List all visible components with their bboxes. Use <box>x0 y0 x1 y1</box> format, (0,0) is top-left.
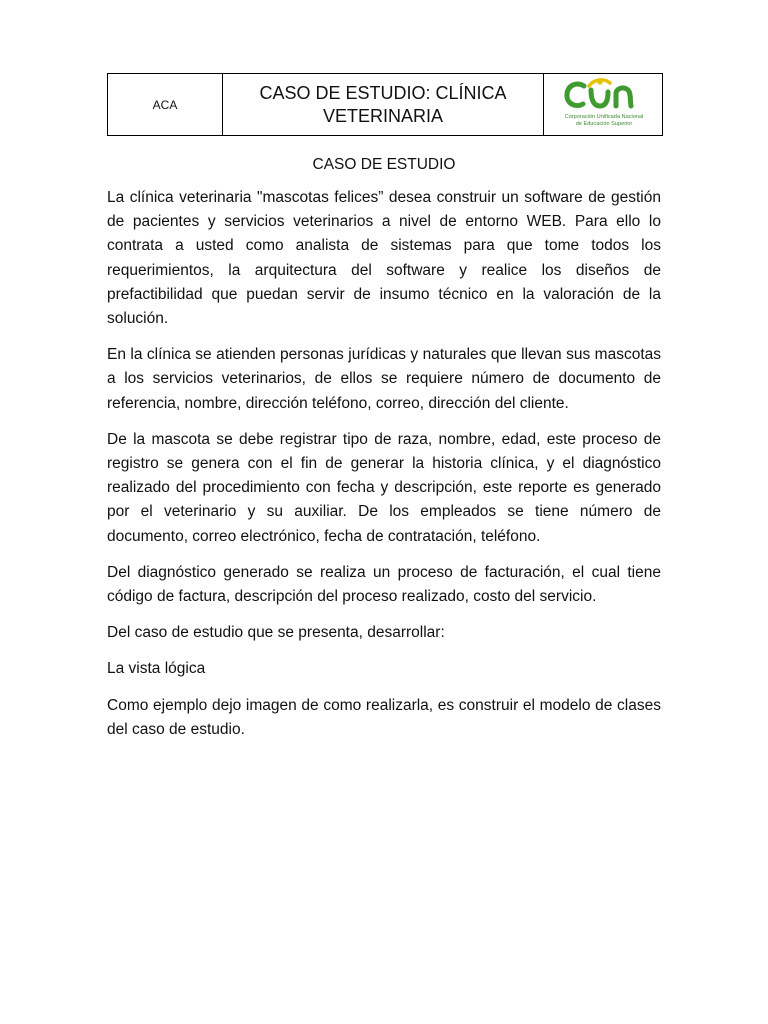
document-title-cell <box>223 74 544 136</box>
paragraph-logical-view: La vista lógica <box>107 660 206 678</box>
cun-logo <box>544 74 662 135</box>
case-study-heading: CASO DE ESTUDIO <box>312 156 456 173</box>
document-code: ACA <box>152 97 178 112</box>
paragraph-intro: La clínica veterinaria "mascotas felices” desea construir un software de gestión de pacientes y servicios veterinarios a nivel de entorno WEB. Para ello lo contrata a usted como analista de sistemas para que tome todos los requerimientos, la arquitectura del software y realice los diseños de prefactibilidad que puedan servir de insumo técnico en la valoración de la solución. <box>107 189 661 328</box>
document-code-cell <box>108 74 223 136</box>
paragraph-example: Como ejemplo dejo imagen de como realizarla, es construir el modelo de clases del caso de estudio. <box>107 696 661 738</box>
logo-cell <box>544 74 663 136</box>
document-body <box>107 186 661 754</box>
document-title: CASO DE ESTUDIO: CLÍNICA VETERINARIA <box>259 82 507 126</box>
logo-caption <box>552 114 656 128</box>
logo-caption-line-1: Corporación Unificada Nacional <box>564 114 644 120</box>
document-header-table <box>107 73 663 136</box>
paragraph-clients: En la clínica se atienden personas jurídicas y naturales que llevan sus mascotas a los servicios veterinarios, de ellos se requiere número de documento de referencia, nombre, dirección teléfono, correo, dirección del cliente. <box>107 346 661 412</box>
paragraph-billing: Del diagnóstico generado se realiza un proceso de facturación, el cual tiene código de factura, descripción del proceso realizado, costo del servicio. <box>107 563 661 606</box>
logo-caption-line-2: de Educación Superior <box>575 121 633 127</box>
paragraph-pets: De la mascota se debe registrar tipo de raza, nombre, edad, este proceso de registro se genera con el fin de generar la historia clínica, y el diagnóstico realizado del procedimiento con fecha y descripción, este reporte es generado por el veterinario y su auxiliar. De los empleados se tiene número de documento, correo electrónico, fecha de contratación, teléfono. <box>107 430 661 545</box>
cun-logo-icon <box>564 78 644 112</box>
paragraph-task: Del caso de estudio que se presenta, desarrollar: <box>107 624 445 642</box>
